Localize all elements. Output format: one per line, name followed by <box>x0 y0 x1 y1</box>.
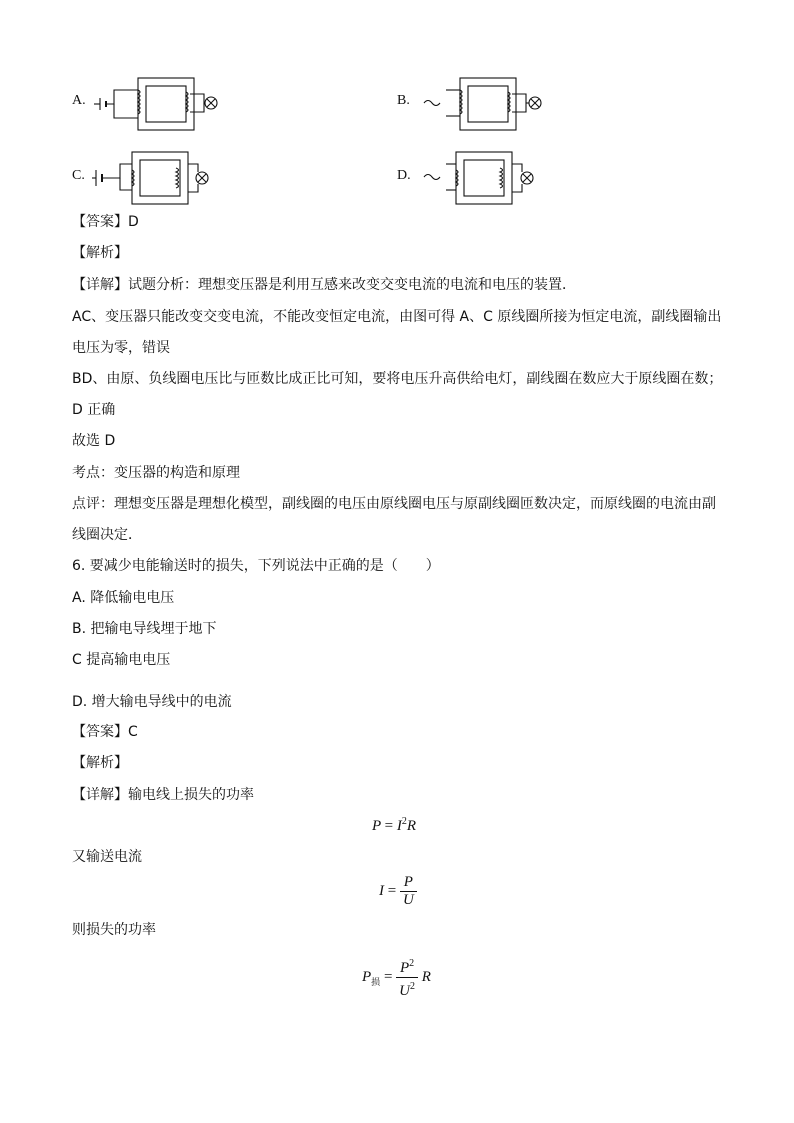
formula2-eq: = <box>387 882 397 899</box>
formula2-lhs: I <box>379 882 384 899</box>
q6-option-b: B. 把输电导线埋于地下 <box>72 621 217 637</box>
q6-option-a: A. 降低输电电压 <box>72 590 175 606</box>
formula3-tail: R <box>421 968 431 985</box>
formula-power-loss <box>372 816 416 835</box>
q6-option-c: C 提高输电电压 <box>72 652 171 668</box>
q6-stem: 6. 要减少电能输送时的损失，下列说法中正确的是（ ） <box>72 558 440 574</box>
q5-line-6: 故选 D <box>72 433 116 449</box>
transformer-diagram-b <box>418 76 558 132</box>
option-a-label: A. <box>72 93 86 108</box>
q6-answer: 【答案】C <box>72 724 138 740</box>
formula2-den: U <box>402 892 414 908</box>
q5-line-3: 电压为零，错误 <box>72 340 170 356</box>
formula1-base: I <box>396 818 402 834</box>
formula1-eq: = <box>384 818 394 834</box>
q5-line-1: 【详解】试题分析：理想变压器是利用互感来改变交变电流的电流和电压的装置． <box>72 277 576 293</box>
q6-text2: 又输送电流 <box>72 849 142 865</box>
q5-answer: 【答案】D <box>72 214 139 230</box>
option-d-label: D. <box>397 168 411 183</box>
formula3-eq: = <box>383 968 393 985</box>
q5-line-4: BD、由原、负线圈电压比与匝数比成正比可知，要将电压升高供给电灯，副线圈在数应大于原线圈在数； <box>72 371 723 387</box>
formula2-fraction <box>400 874 417 909</box>
q6-option-d: D. 增大输电导线中的电流 <box>72 694 232 710</box>
transformer-diagram-d <box>418 150 548 206</box>
formula-loss-power <box>362 955 431 1000</box>
transformer-diagram-a <box>92 76 232 132</box>
formula3-sub: 损 <box>371 976 381 987</box>
q6-detail: 【详解】输电线上损失的功率 <box>72 787 254 803</box>
q5-line-9: 线圈决定． <box>72 527 142 543</box>
formula3-fraction <box>396 955 418 1000</box>
formula3-den-exp: 2 <box>410 981 415 992</box>
option-c-label: C. <box>72 168 85 183</box>
formula3-lhs: P <box>362 968 372 985</box>
formula3-num-exp: 2 <box>409 958 415 969</box>
formula-current <box>379 874 417 909</box>
q6-analysis-title: 【解析】 <box>72 755 128 771</box>
option-b-label: B. <box>397 93 410 108</box>
q5-line-7: 考点：变压器的构造和原理 <box>72 465 240 481</box>
formula1-tail: R <box>406 818 417 834</box>
formula3-den-base: U <box>399 983 410 999</box>
q5-line-5: D 正确 <box>72 402 116 418</box>
transformer-diagram-c <box>90 150 220 206</box>
formula2-num: P <box>400 874 417 892</box>
q5-line-2: AC、变压器只能改变交变电流，不能改变恒定电流，由图可得 A、C 原线圈所接为恒定电流，副线圈输出 <box>72 309 722 325</box>
q5-analysis-title: 【解析】 <box>72 245 128 261</box>
q5-line-8: 点评：理想变压器是理想化模型，副线圈的电压由原线圈电压与原副线圈匝数决定，而原线圈的电流由副 <box>72 496 716 512</box>
formula1-exp: 2 <box>401 816 407 827</box>
formula3-num-base: P <box>399 960 410 976</box>
q6-text3: 则损失的功率 <box>72 922 156 938</box>
formula1-lhs: P <box>372 818 381 834</box>
